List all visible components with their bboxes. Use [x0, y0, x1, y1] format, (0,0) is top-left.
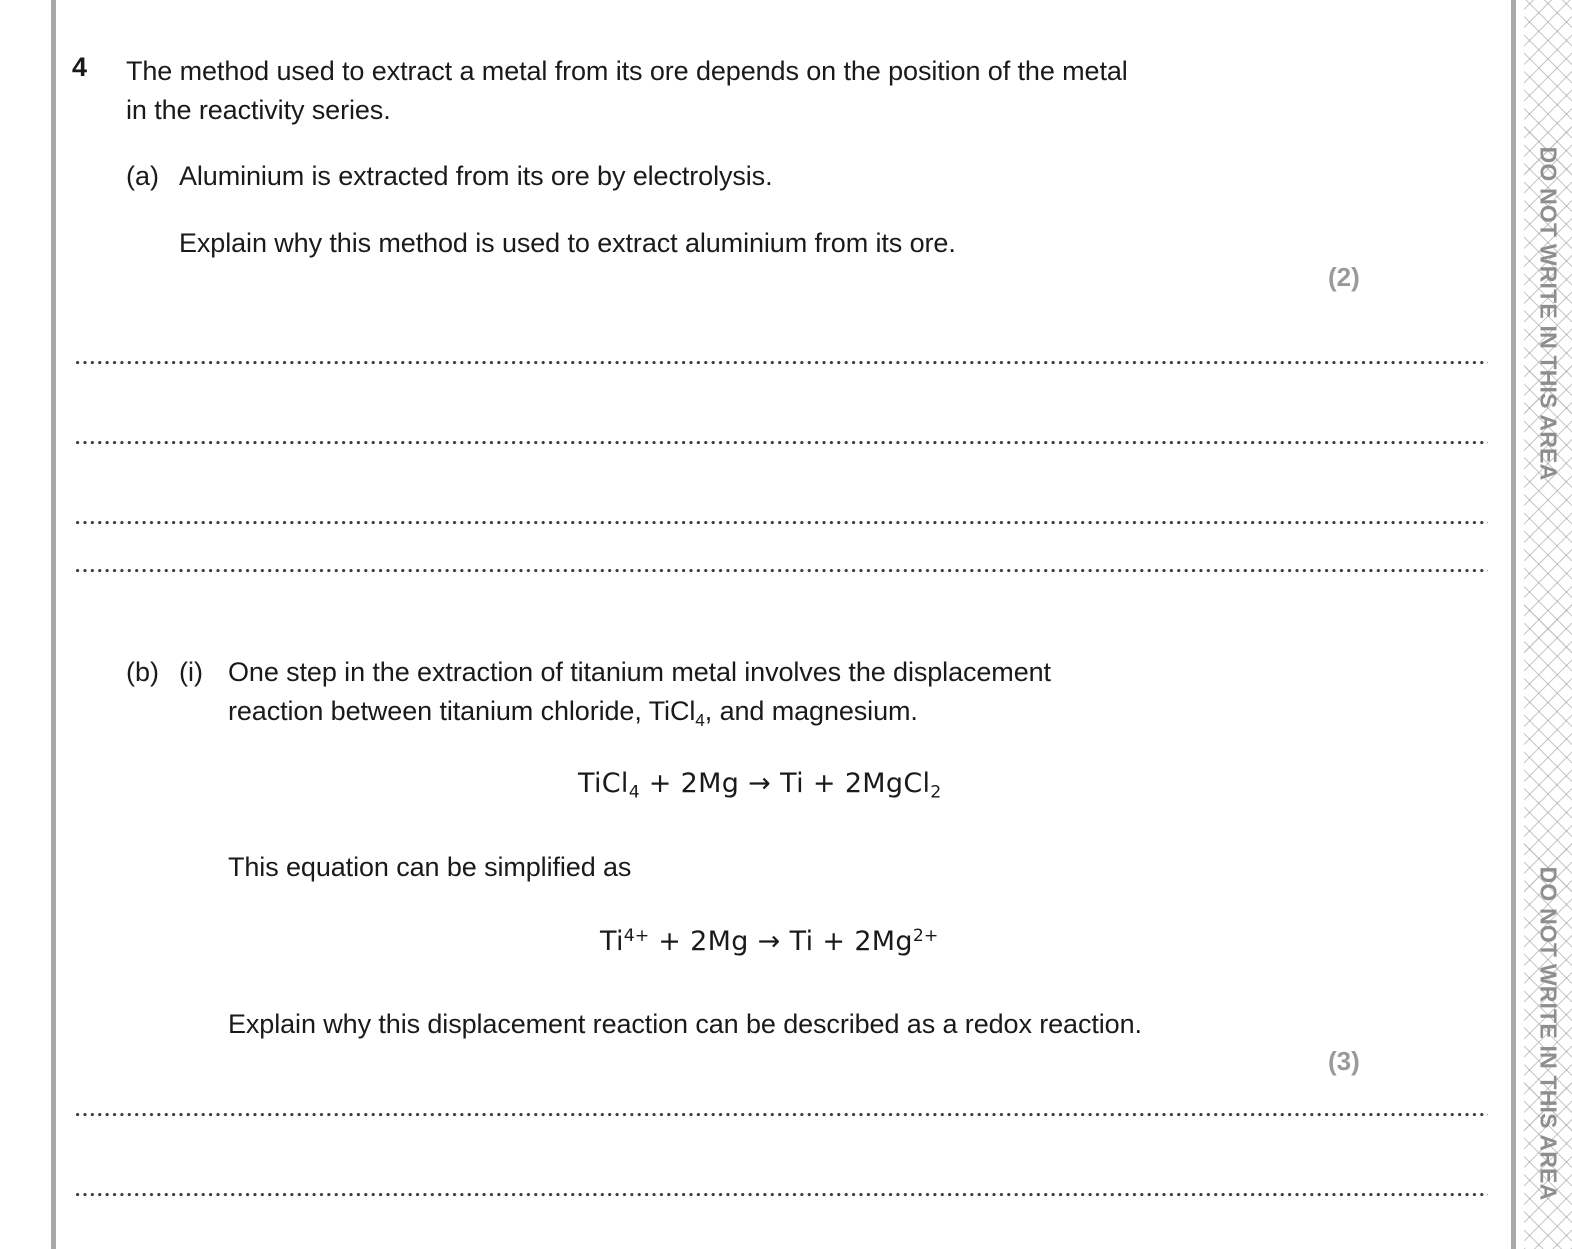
- equation-full-product-2: 2MgCl: [844, 768, 931, 799]
- left-margin-rule: [51, 0, 56, 1249]
- answer-line[interactable]: [76, 1193, 1488, 1197]
- equation-ionic-product-1: Ti: [789, 926, 814, 957]
- part-b-line-2-after: , and magnesium.: [704, 696, 918, 726]
- equation-full-arrow: →: [748, 768, 772, 799]
- part-b-line-2-before: reaction between titanium chloride, TiCl: [228, 696, 696, 726]
- equation-full-product-2-subscript: 2: [930, 782, 942, 803]
- part-b-simplify-text: This equation can be simplified as: [228, 852, 632, 882]
- equation-ionic-reactant-1: Ti: [600, 926, 624, 957]
- part-b-line-2-subscript: 4: [695, 709, 705, 730]
- equation-full: [578, 768, 941, 803]
- equation-full-reactant-1-subscript: 4: [628, 782, 640, 803]
- answer-line[interactable]: [76, 1113, 1488, 1117]
- equation-full-product-1: Ti: [780, 768, 804, 799]
- part-b-line-1: One step in the extraction of titanium metal involves the displacement: [228, 657, 1051, 687]
- do-not-write-label-bottom: DO NOT WRITE IN THIS AREA: [1535, 866, 1562, 1201]
- do-not-write-label-top: DO NOT WRITE IN THIS AREA: [1535, 146, 1562, 481]
- answer-line[interactable]: [76, 569, 1488, 573]
- equation-ionic-reactant-1-superscript: 4+: [623, 926, 650, 947]
- equation-ionic-plus-1: +: [658, 926, 682, 957]
- answer-line[interactable]: [76, 361, 1488, 365]
- part-b-marks: (3): [1328, 1046, 1360, 1076]
- question-stem-line-2: in the reactivity series.: [126, 95, 391, 125]
- part-b-label: (b): [126, 657, 159, 687]
- equation-full-reactant-1: TiCl: [578, 768, 629, 799]
- part-b-explain-text: Explain why this displacement reaction can be described as a redox reaction.: [228, 1009, 1142, 1039]
- answer-line[interactable]: [76, 521, 1488, 525]
- equation-ionic-product-2: 2Mg: [854, 926, 913, 957]
- part-b-line-2: [228, 692, 1328, 740]
- question-number: 4: [72, 52, 88, 82]
- equation-full-plus-2: +: [812, 768, 836, 799]
- equation-ionic-arrow: →: [757, 926, 781, 957]
- part-a-marks: (2): [1328, 262, 1360, 292]
- part-a-label: (a): [126, 161, 159, 191]
- equation-ionic-reactant-2: 2Mg: [690, 926, 749, 957]
- do-not-write-strip: [1524, 0, 1572, 1249]
- equation-ionic-plus-2: +: [822, 926, 846, 957]
- right-margin-rule: [1511, 0, 1516, 1249]
- answer-line[interactable]: [76, 441, 1488, 445]
- part-a-line-1: Aluminium is extracted from its ore by electrolysis.: [179, 161, 773, 191]
- equation-full-reactant-2: 2Mg: [680, 768, 740, 799]
- part-a-line-2: Explain why this method is used to extract aluminium from its ore.: [179, 228, 956, 258]
- part-b-roman-label: (i): [179, 657, 203, 687]
- equation-ionic: [600, 926, 938, 957]
- question-stem-line-1: The method used to extract a metal from its ore depends on the position of the metal: [126, 56, 1128, 86]
- equation-ionic-product-2-superscript: 2+: [912, 926, 939, 947]
- equation-full-plus-1: +: [648, 768, 672, 799]
